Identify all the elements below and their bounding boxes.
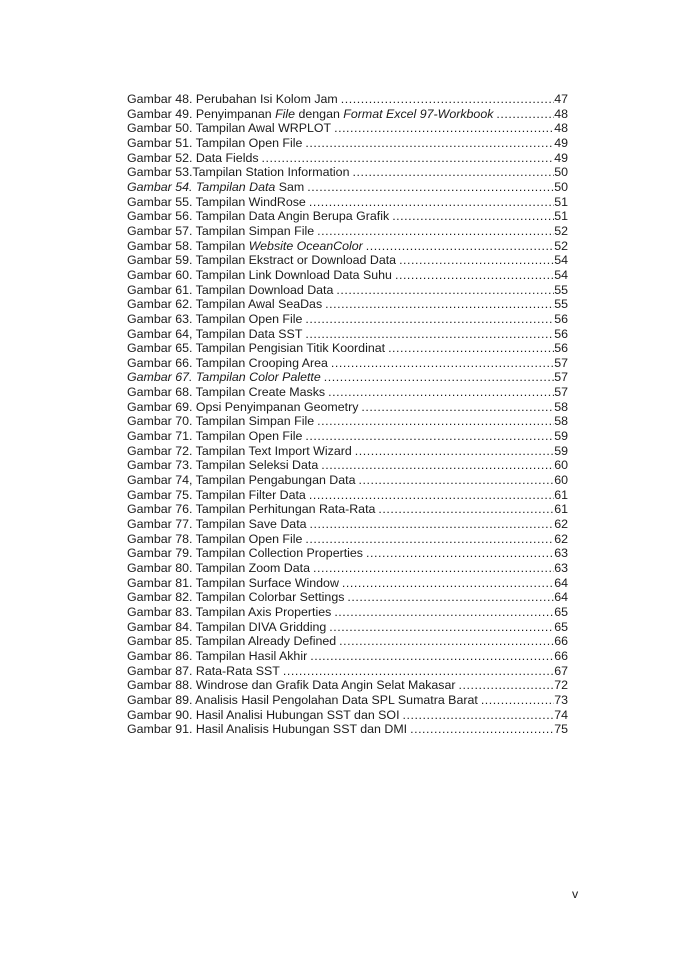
toc-entry xyxy=(127,92,568,107)
dot-leader xyxy=(306,488,554,503)
figure-caption: Gambar 55. Tampilan WindRose xyxy=(127,194,306,209)
toc-entry xyxy=(127,400,568,415)
dot-leader xyxy=(280,664,554,679)
figure-caption: Gambar 54. Tampilan Data Sam xyxy=(127,179,305,194)
dot-leader xyxy=(392,268,554,283)
dot-leader xyxy=(306,195,554,210)
figure-page-number: 61 xyxy=(554,487,568,502)
dot-leader xyxy=(385,341,554,356)
dot-leader xyxy=(310,561,554,576)
dot-leader xyxy=(304,180,554,195)
toc-entry xyxy=(127,268,568,283)
toc-entry xyxy=(127,209,568,224)
dot-leader xyxy=(349,165,554,180)
figure-page-number: 55 xyxy=(554,282,568,297)
dot-leader xyxy=(355,473,554,488)
figure-page-number: 55 xyxy=(554,297,568,312)
figure-caption: Gambar 53.Tampilan Station Information xyxy=(127,165,350,180)
figure-page-number: 66 xyxy=(554,634,568,649)
toc-entry xyxy=(127,107,568,122)
figure-page-number: 48 xyxy=(554,121,568,136)
figure-caption: Gambar 88. Windrose dan Grafik Data Angin Selat Makasar xyxy=(127,678,456,693)
figure-caption: Gambar 72. Tampilan Text Import Wizard xyxy=(127,443,352,458)
dot-leader xyxy=(363,239,554,254)
figure-caption: Gambar 89. Analisis Hasil Pengolahan Data SPL Sumatra Barat xyxy=(127,692,478,707)
toc-entry xyxy=(127,576,568,591)
toc-entry xyxy=(127,678,568,693)
dot-leader xyxy=(389,209,554,224)
figure-caption: Gambar 83. Tampilan Axis Properties xyxy=(127,604,332,619)
figure-caption: Gambar 87. Rata-Rata SST xyxy=(127,663,280,678)
toc-entry xyxy=(127,634,568,649)
toc-entry xyxy=(127,488,568,503)
figure-caption: Gambar 74, Tampilan Pengabungan Data xyxy=(127,473,356,488)
figure-caption: Gambar 78. Tampilan Open File xyxy=(127,531,303,546)
figure-caption: Gambar 68. Tampilan Create Masks xyxy=(127,385,326,400)
figure-page-number: 64 xyxy=(554,590,568,605)
figure-caption: Gambar 75. Tampilan Filter Data xyxy=(127,487,306,502)
figure-caption: Gambar 58. Tampilan Website OceanColor xyxy=(127,238,363,253)
toc-entry xyxy=(127,283,568,298)
figure-page-number: 56 xyxy=(554,311,568,326)
figure-page-number: 58 xyxy=(554,399,568,414)
figure-page-number: 50 xyxy=(554,165,568,180)
dot-leader xyxy=(321,370,554,385)
figure-page-number: 56 xyxy=(554,341,568,356)
toc-entry xyxy=(127,664,568,679)
figure-caption: Gambar 67. Tampilan Color Palette xyxy=(127,370,321,385)
figure-caption: Gambar 71. Tampilan Open File xyxy=(127,429,303,444)
toc-entry xyxy=(127,414,568,429)
figure-page-number: 51 xyxy=(554,194,568,209)
dot-leader xyxy=(338,92,554,107)
figure-page-number: 52 xyxy=(554,223,568,238)
figure-page-number: 50 xyxy=(554,179,568,194)
figure-caption: Gambar 77. Tampilan Save Data xyxy=(127,517,307,532)
toc-entry xyxy=(127,297,568,312)
figure-page-number: 62 xyxy=(554,531,568,546)
toc-entry xyxy=(127,444,568,459)
figure-page-number: 63 xyxy=(554,546,568,561)
figure-caption: Gambar 65. Tampilan Pengisian Titik Koordinat xyxy=(127,341,386,356)
figure-caption: Gambar 80. Tampilan Zoom Data xyxy=(127,561,310,575)
dot-leader xyxy=(400,708,555,723)
dot-leader xyxy=(478,693,554,708)
figure-page-number: 57 xyxy=(554,370,568,385)
toc-entry xyxy=(127,532,568,547)
toc-entry xyxy=(127,693,568,708)
figure-page-number: 57 xyxy=(554,355,568,370)
toc-entry xyxy=(127,151,568,166)
figure-page-number: 63 xyxy=(554,561,568,575)
toc-entry xyxy=(127,429,568,444)
figure-caption: Gambar 66. Tampilan Crooping Area xyxy=(127,355,328,370)
toc-entry xyxy=(127,590,568,605)
figure-page-number: 67 xyxy=(554,663,568,678)
dot-leader xyxy=(328,356,554,371)
figure-caption: Gambar 49. Penyimpanan File dengan Format Excel 97-Workbook xyxy=(127,106,494,121)
toc-entry xyxy=(127,121,568,136)
figure-caption: Gambar 76. Tampilan Perhitungan Rata-Rata xyxy=(127,502,376,517)
toc-entry xyxy=(127,561,568,576)
footer-page-number: v xyxy=(572,887,579,901)
dot-leader xyxy=(407,722,554,737)
toc-entry xyxy=(127,517,568,532)
figure-page-number: 56 xyxy=(554,326,568,341)
figure-caption: Gambar 60. Tampilan Link Download Data Suhu xyxy=(127,267,392,282)
figure-page-number: 58 xyxy=(554,414,568,429)
figure-page-number: 54 xyxy=(554,253,568,268)
figure-caption: Gambar 59. Tampilan Ekstract or Download Data xyxy=(127,253,397,268)
toc-entry xyxy=(127,620,568,635)
toc-entry xyxy=(127,327,568,342)
dot-leader xyxy=(259,151,555,166)
toc-entry xyxy=(127,312,568,327)
dot-leader xyxy=(375,502,554,517)
figure-page-number: 47 xyxy=(554,92,568,106)
toc-entry xyxy=(127,708,568,723)
figure-caption: Gambar 56. Tampilan Data Angin Berupa Grafik xyxy=(127,209,390,224)
figure-page-number: 65 xyxy=(554,604,568,619)
dot-leader xyxy=(302,136,554,151)
dot-leader xyxy=(344,590,554,605)
dot-leader xyxy=(325,385,554,400)
dot-leader xyxy=(333,283,554,298)
figure-caption: Gambar 70. Tampilan Simpan File xyxy=(127,414,315,429)
figure-page-number: 54 xyxy=(554,267,568,282)
dot-leader xyxy=(358,400,554,415)
dot-leader xyxy=(363,546,554,561)
figure-caption: Gambar 61. Tampilan Download Data xyxy=(127,282,334,297)
toc-entry xyxy=(127,180,568,195)
figure-page-number: 65 xyxy=(554,619,568,634)
toc-entry xyxy=(127,458,568,473)
dot-leader xyxy=(322,297,554,312)
figure-caption: Gambar 79. Tampilan Collection Properties xyxy=(127,546,363,561)
toc-entry xyxy=(127,370,568,385)
dot-leader xyxy=(493,107,554,122)
figure-page-number: 75 xyxy=(554,722,568,737)
figure-caption: Gambar 64, Tampilan Data SST xyxy=(127,326,303,341)
figure-page-number: 51 xyxy=(554,209,568,224)
figure-page-number: 60 xyxy=(554,458,568,473)
dot-leader xyxy=(318,458,554,473)
toc-entry xyxy=(127,253,568,268)
figure-page-number: 59 xyxy=(554,429,568,444)
figure-page-number: 49 xyxy=(554,135,568,150)
toc-entry xyxy=(127,385,568,400)
dot-leader xyxy=(307,517,555,532)
figure-caption: Gambar 62. Tampilan Awal SeaDas xyxy=(127,297,323,312)
figure-page-number: 49 xyxy=(554,150,568,165)
figure-caption: Gambar 69. Opsi Penyimpanan Geometry xyxy=(127,399,359,414)
dot-leader xyxy=(302,327,554,342)
toc-entry xyxy=(127,502,568,517)
toc-entry xyxy=(127,224,568,239)
toc-entry xyxy=(127,605,568,620)
figure-page-number: 64 xyxy=(554,575,568,590)
figure-page-number: 66 xyxy=(554,648,568,663)
dot-leader xyxy=(331,121,554,136)
figure-caption: Gambar 91. Hasil Analisis Hubungan SST dan DMI xyxy=(127,722,408,737)
figure-page-number: 74 xyxy=(554,707,568,722)
figure-caption: Gambar 73. Tampilan Seleksi Data xyxy=(127,458,319,473)
toc-entry xyxy=(127,356,568,371)
dot-leader xyxy=(302,532,554,547)
dot-leader xyxy=(339,576,554,591)
dot-leader xyxy=(336,634,554,649)
figure-caption: Gambar 52. Data Fields xyxy=(127,150,259,165)
toc-entry xyxy=(127,136,568,151)
toc-entry xyxy=(127,341,568,356)
figure-caption: Gambar 84. Tampilan DIVA Gridding xyxy=(127,619,327,634)
figure-list xyxy=(127,92,568,737)
toc-entry xyxy=(127,649,568,664)
figure-caption: Gambar 81. Tampilan Surface Window xyxy=(127,575,339,590)
figure-page-number: 48 xyxy=(554,106,568,121)
dot-leader xyxy=(314,414,554,429)
dot-leader xyxy=(314,224,554,239)
toc-entry xyxy=(127,165,568,180)
dot-leader xyxy=(307,649,554,664)
figure-page-number: 73 xyxy=(554,692,568,707)
dot-leader xyxy=(326,620,554,635)
figure-caption: Gambar 48. Perubahan Isi Kolom Jam xyxy=(127,92,338,106)
figure-page-number: 52 xyxy=(554,238,568,253)
figure-caption: Gambar 50. Tampilan Awal WRPLOT xyxy=(127,121,332,136)
figure-page-number: 62 xyxy=(554,517,568,532)
figure-caption: Gambar 51. Tampilan Open File xyxy=(127,135,303,150)
toc-entry xyxy=(127,239,568,254)
dot-leader xyxy=(456,678,555,693)
figure-page-number: 72 xyxy=(554,678,568,693)
dot-leader xyxy=(396,253,554,268)
figure-caption: Gambar 57. Tampilan Simpan File xyxy=(127,223,315,238)
dot-leader xyxy=(331,605,554,620)
figure-caption: Gambar 63. Tampilan Open File xyxy=(127,311,303,326)
figure-caption: Gambar 86. Tampilan Hasil Akhir xyxy=(127,648,308,663)
figure-page-number: 61 xyxy=(554,502,568,517)
figure-page-number: 60 xyxy=(554,473,568,488)
figure-page-number: 57 xyxy=(554,385,568,400)
dot-leader xyxy=(352,444,554,459)
toc-entry xyxy=(127,473,568,488)
toc-entry xyxy=(127,546,568,561)
toc-entry xyxy=(127,722,568,737)
dot-leader xyxy=(302,429,554,444)
figure-caption: Gambar 90. Hasil Analisi Hubungan SST dan SOI xyxy=(127,707,400,722)
figure-caption: Gambar 85. Tampilan Already Defined xyxy=(127,634,337,649)
toc-entry xyxy=(127,195,568,210)
figure-caption: Gambar 82. Tampilan Colorbar Settings xyxy=(127,590,345,605)
dot-leader xyxy=(302,312,554,327)
figure-page-number: 59 xyxy=(554,443,568,458)
